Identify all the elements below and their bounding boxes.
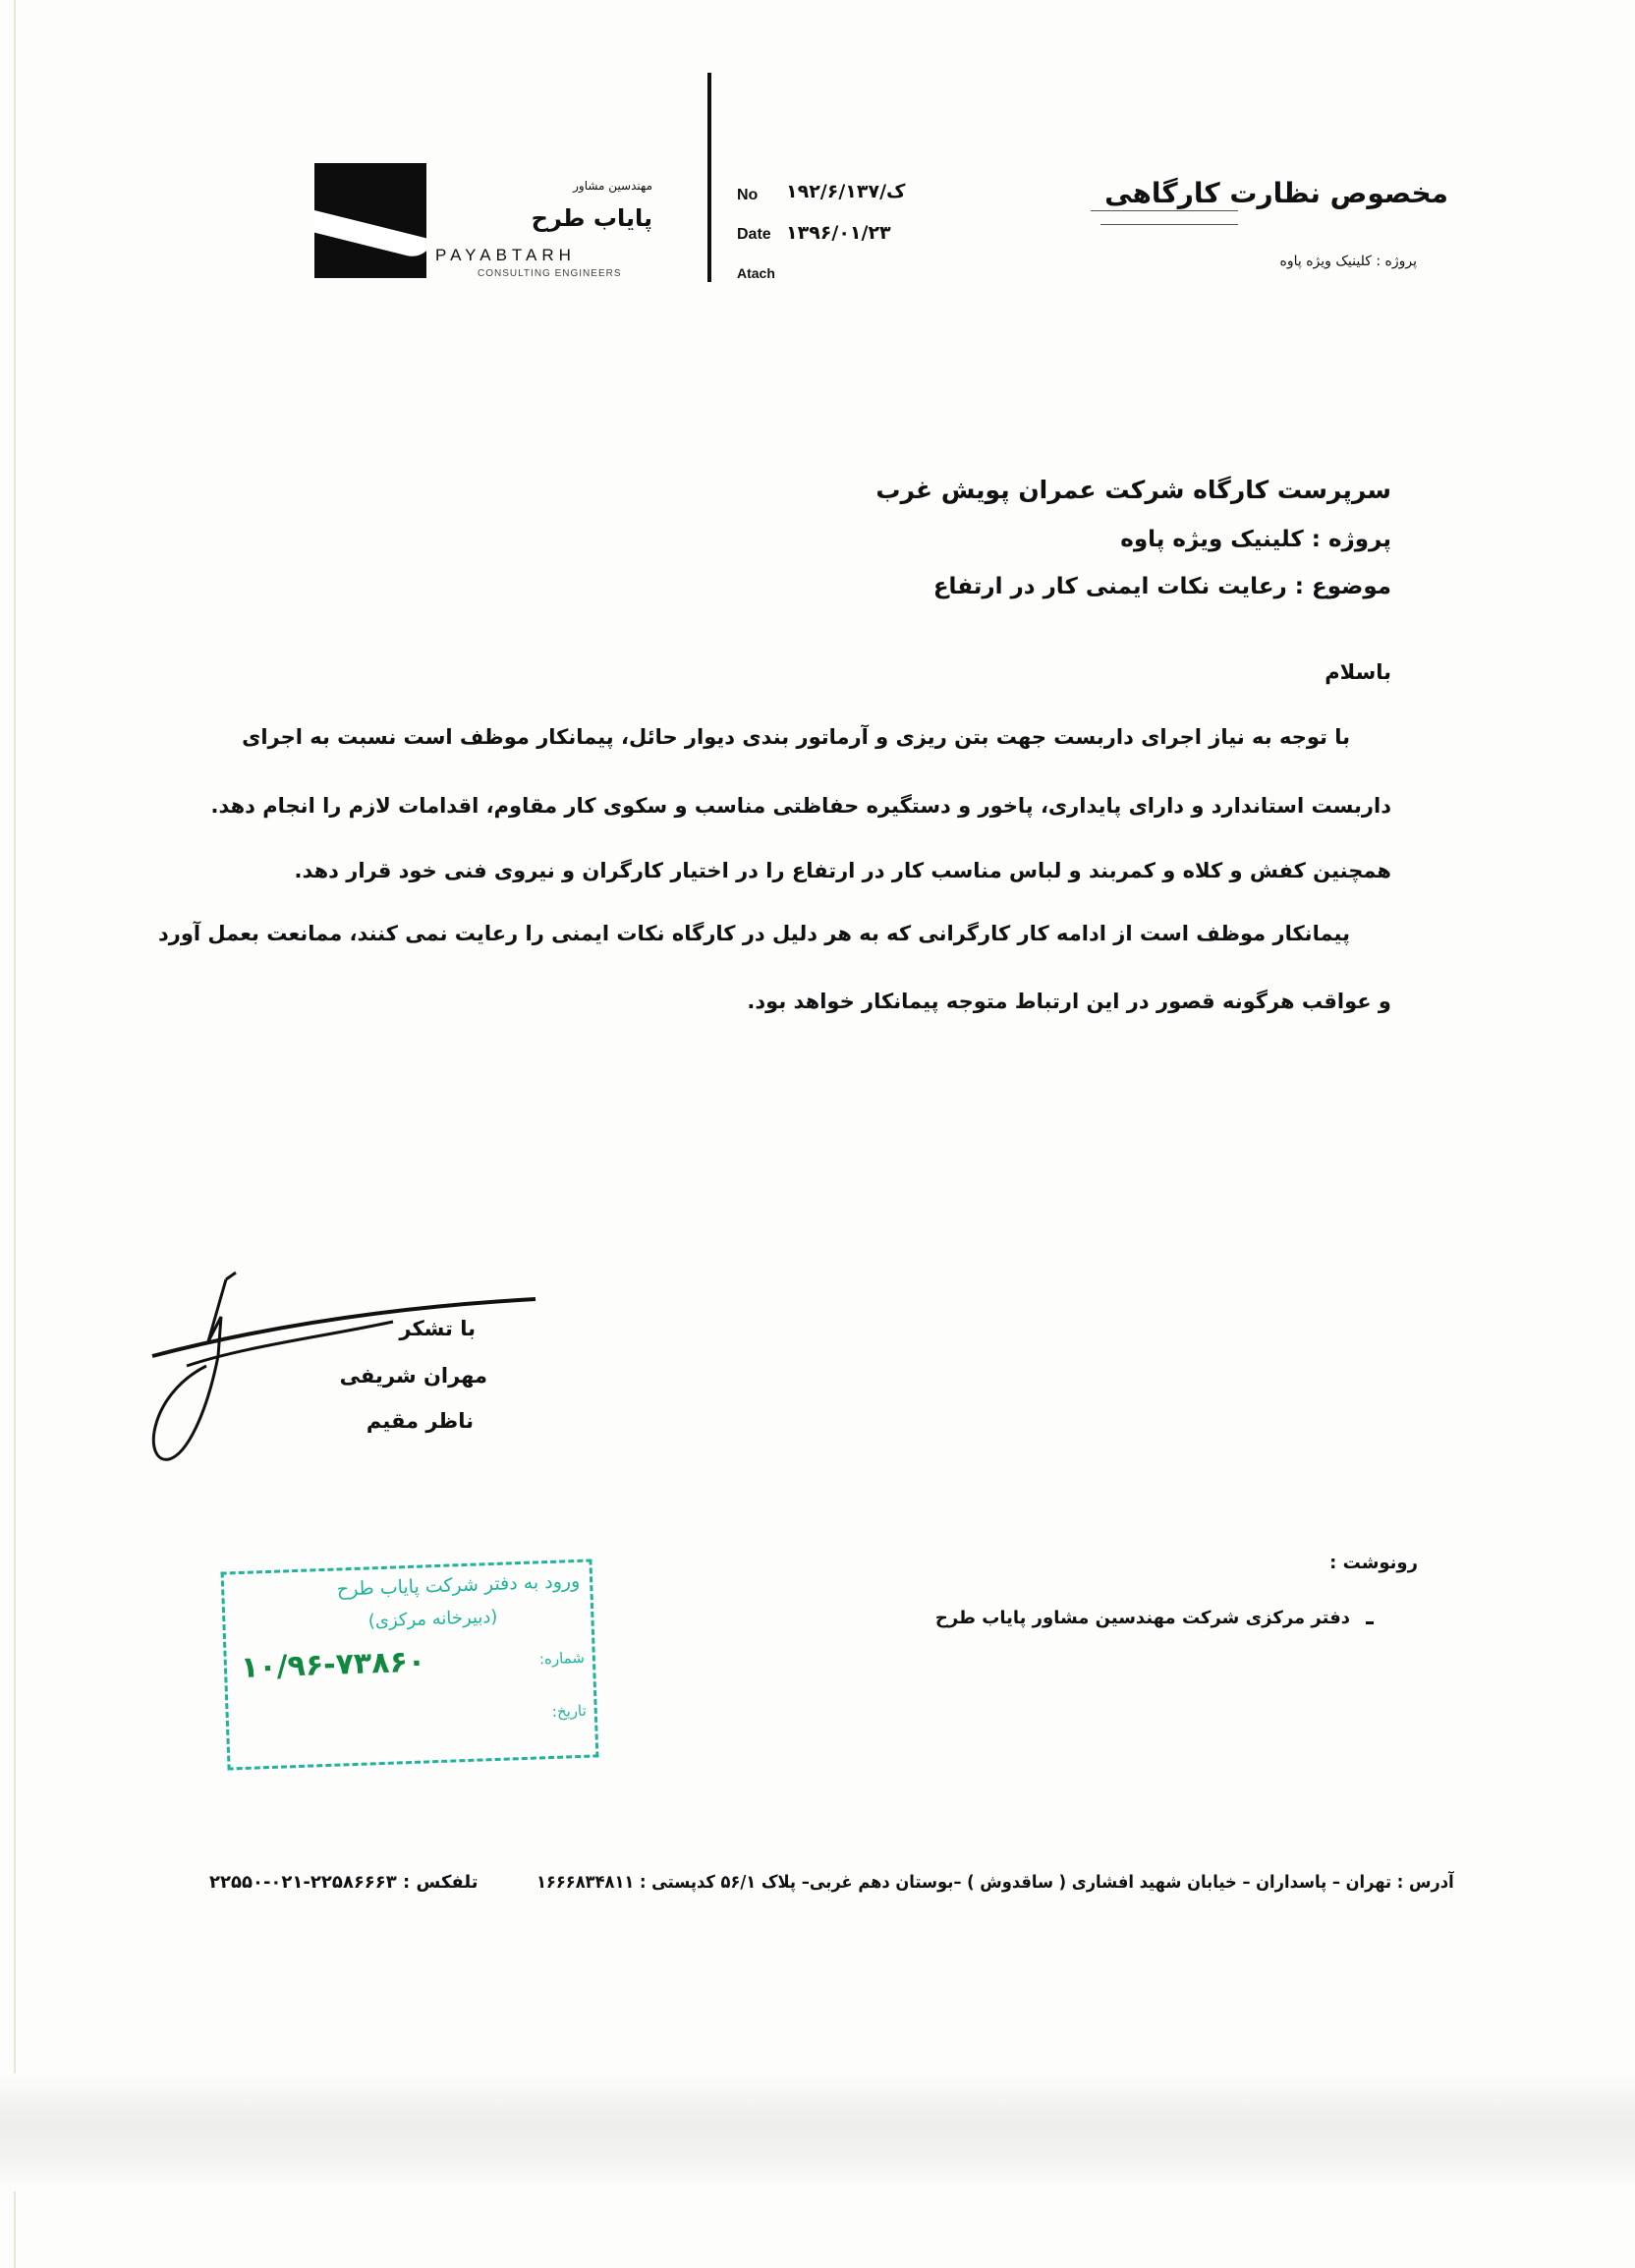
footer-telfax: تلفکس : ۲۲۵۸۶۶۶۳-۰۲۱-۲۲۵۵۰: [209, 1872, 479, 1893]
logo-subtitle-fa: مهندسین مشاور: [573, 179, 652, 193]
signer-role: ناظر مقیم: [366, 1409, 474, 1433]
bullet-icon: [1366, 1621, 1374, 1624]
recipient: سرپرست کارگاه شرکت عمران پویش غرب: [875, 476, 1391, 504]
logo-swoosh: [314, 209, 426, 261]
title-underline: [1091, 210, 1238, 211]
body-line: با توجه به نیاز اجرای داربست جهت بتن ریزی و آرماتور بندی دیوار حائل، پیمانکار موظف است نسبت به اجرای: [242, 725, 1350, 749]
letter-number: ۱۹۲/۶/ک/۱۳۷: [786, 181, 906, 202]
closing: با تشکر: [399, 1317, 476, 1340]
company-logo: [314, 163, 426, 278]
stamp-subtitle: (دبیرخانه مرکزی): [367, 1606, 498, 1632]
number-label: No: [737, 187, 759, 203]
title-underline: [1100, 224, 1238, 225]
page-margin-line: [14, 0, 16, 2268]
letter-date: ۱۳۹۶/۰۱/۲۳: [786, 222, 891, 244]
cc-label: رونوشت :: [1329, 1553, 1418, 1573]
registry-stamp: [221, 1559, 599, 1770]
body-line: و عواقب هرگونه قصور در این ارتباط متوجه پیمانکار خواهد بود.: [747, 990, 1391, 1013]
stamp-title: ورود به دفتر شرکت پایاب طرح: [336, 1569, 581, 1601]
footer-address: آدرس : تهران – پاسداران – خیابان شهید افشاری ( ساقدوش ) –بوستان دهم غربی– پلاک ۵۶/۱ کدپستی : ۱۶۶۶۸۳۴۸۱۱: [536, 1872, 1454, 1893]
header-project: پروژه : کلینیک ویژه پاوه: [1279, 254, 1417, 269]
header-divider: [707, 73, 711, 282]
stamp-date-label: تاریخ:: [551, 1701, 588, 1721]
stamp-number-label: شماره:: [538, 1648, 586, 1669]
stamp-number: ۱۰/۹۶-۷۳۸۶۰: [240, 1644, 426, 1685]
letter-title: مخصوص نظارت کارگاهی: [1104, 177, 1448, 209]
body-line: داربست استاندارد و دارای پایداری، پاخور و دستگیره حفاظتی مناسب و سکوی کار مقاوم، اقدامات لازم را انجام دهد.: [210, 794, 1391, 818]
subject-line: موضوع : رعایت نکات ایمنی کار در ارتفاع: [932, 574, 1391, 599]
footer: [209, 1872, 1454, 1898]
body-line: همچنین کفش و کلاه و کمربند و لباس مناسب کار در ارتفاع را در اختیار کارگران و نیروی فنی خود قرار دهد.: [294, 859, 1391, 882]
logo-subtitle-en: CONSULTING ENGINEERS: [478, 268, 622, 279]
scan-shadow-band: [0, 2073, 1635, 2191]
date-label: Date: [737, 226, 771, 243]
attach-label: Atach: [737, 265, 775, 281]
greeting: باسلام: [1325, 660, 1391, 684]
project-line: پروژه : کلینیک ویژه پاوه: [1120, 527, 1391, 552]
signer-name: مهران شریفی: [339, 1364, 487, 1388]
logo-name-fa: پایاب طرح: [531, 204, 652, 232]
body-line: پیمانکار موظف است از ادامه کار کارگرانی که به هر دلیل در کارگاه نکات ایمنی را رعایت نمی کنند، ممانعت بعمل آورد: [157, 922, 1350, 945]
logo-name-en: PAYABTARH: [435, 246, 576, 264]
cc-item: دفتر مرکزی شرکت مهندسین مشاور پایاب طرح: [934, 1608, 1350, 1628]
